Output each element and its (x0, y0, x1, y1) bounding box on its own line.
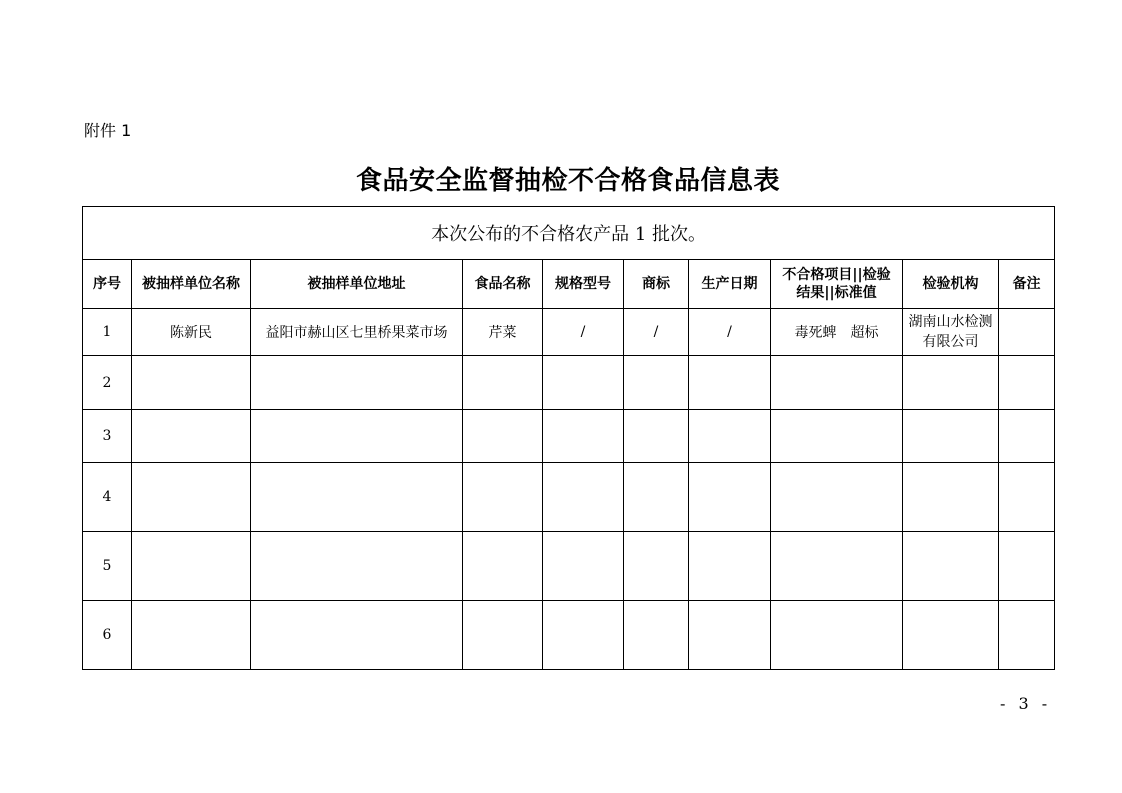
cell-empty (689, 356, 771, 410)
col-header-item (771, 260, 903, 309)
col-header-brand: 商标 (624, 260, 689, 309)
table-row (83, 601, 1055, 670)
cell-remark (999, 309, 1055, 356)
cell-lab (903, 309, 999, 356)
batch-notice: 本次公布的不合格农产品 1 批次。 (83, 207, 1055, 260)
cell-empty (132, 410, 251, 463)
cell-empty (251, 532, 463, 601)
cell-brand: / (624, 309, 689, 356)
cell-empty (771, 463, 903, 532)
cell-food-name: 芹菜 (463, 309, 543, 356)
cell-empty (999, 463, 1055, 532)
col-header-food-name: 食品名称 (463, 260, 543, 309)
cell-seq: 6 (83, 601, 132, 670)
attachment-label: 附件 1 (84, 121, 132, 140)
cell-unit-address: 益阳市赫山区七里桥果菜市场 (251, 309, 463, 356)
cell-empty (999, 356, 1055, 410)
col-header-item-line2: 结果||标准值 (796, 285, 877, 301)
table-header-row (83, 260, 1055, 309)
cell-item: 毒死蜱 超标 (771, 309, 903, 356)
unqualified-food-table (82, 206, 1055, 670)
table-row (83, 463, 1055, 532)
cell-empty (903, 410, 999, 463)
table-row (83, 410, 1055, 463)
cell-empty (463, 463, 543, 532)
cell-empty (132, 532, 251, 601)
cell-seq: 1 (83, 309, 132, 356)
cell-seq: 3 (83, 410, 132, 463)
cell-empty (624, 532, 689, 601)
cell-empty (999, 410, 1055, 463)
cell-empty (543, 410, 624, 463)
cell-empty (999, 601, 1055, 670)
col-header-unit-name: 被抽样单位名称 (132, 260, 251, 309)
cell-empty (463, 601, 543, 670)
cell-spec: / (543, 309, 624, 356)
cell-empty (903, 532, 999, 601)
cell-empty (463, 410, 543, 463)
cell-empty (251, 601, 463, 670)
cell-empty (689, 532, 771, 601)
cell-empty (543, 463, 624, 532)
col-header-remark: 备注 (999, 260, 1055, 309)
cell-empty (689, 601, 771, 670)
cell-empty (543, 356, 624, 410)
cell-empty (999, 532, 1055, 601)
cell-empty (771, 601, 903, 670)
cell-unit-name: 陈新民 (132, 309, 251, 356)
cell-seq: 2 (83, 356, 132, 410)
col-header-item-line1: 不合格项目||检验 (782, 267, 891, 283)
cell-empty (463, 532, 543, 601)
col-header-prod-date: 生产日期 (689, 260, 771, 309)
cell-empty (251, 463, 463, 532)
cell-empty (463, 356, 543, 410)
cell-empty (624, 601, 689, 670)
cell-empty (251, 356, 463, 410)
cell-empty (624, 356, 689, 410)
cell-empty (132, 463, 251, 532)
cell-empty (689, 463, 771, 532)
cell-empty (771, 532, 903, 601)
cell-empty (903, 356, 999, 410)
cell-empty (624, 410, 689, 463)
table-row (83, 532, 1055, 601)
cell-seq: 5 (83, 532, 132, 601)
cell-empty (689, 410, 771, 463)
cell-empty (903, 463, 999, 532)
table-row (83, 309, 1055, 356)
cell-empty (903, 601, 999, 670)
cell-seq: 4 (83, 463, 132, 532)
cell-empty (251, 410, 463, 463)
page-title: 食品安全监督抽检不合格食品信息表 (355, 166, 780, 196)
col-header-spec: 规格型号 (543, 260, 624, 309)
cell-lab-line1: 湖南山水检测 (908, 314, 993, 330)
cell-lab-line2: 有限公司 (922, 334, 979, 350)
col-header-lab: 检验机构 (903, 260, 999, 309)
cell-empty (132, 601, 251, 670)
cell-empty (543, 601, 624, 670)
cell-empty (132, 356, 251, 410)
col-header-unit-address: 被抽样单位地址 (251, 260, 463, 309)
table-row (83, 356, 1055, 410)
cell-prod-date: / (689, 309, 771, 356)
cell-empty (624, 463, 689, 532)
col-header-seq: 序号 (83, 260, 132, 309)
cell-empty (543, 532, 624, 601)
cell-empty (771, 356, 903, 410)
page-number: - 3 - (1000, 694, 1052, 713)
cell-empty (771, 410, 903, 463)
